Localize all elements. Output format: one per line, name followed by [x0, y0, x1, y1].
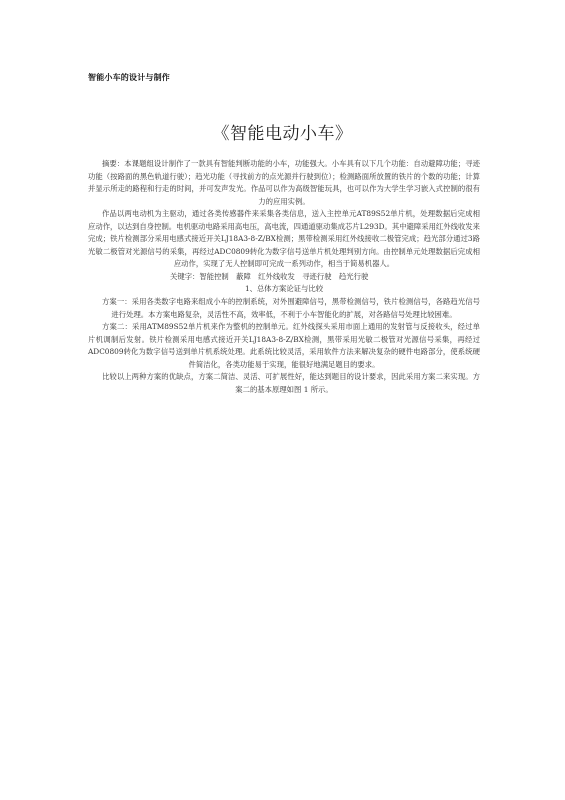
keywords-line: 关键字：智能控制 蔽障 红外线收发 寻迹行驶 趋光行驶 — [170, 271, 369, 281]
drive-paragraph: 作品以两电动机为主驱动，通过各类传感器件来采集各类信息，送入主控单元AT89S52单片机，处理数据后完成相应动作，以达到自身控制。电机驱动电路采用高电压，高电流，四通道驱动集成芯片L293D。其中避障采用红外线收发来完成；铁片检测部分采用电感式接近开关LJ18A3-8-Z/BX检测；黑带检测采用红外线接收二极管完成；趋光部分通过3路光敏二极管对光源信号的采集，再经过ADC0809转化为数字信号送单片机处理判别方向。由控制单元处理数据后完成相应动作，实现了无人控制即可完成一系列动作，相当于简易机器人。 — [88, 209, 480, 269]
abstract-paragraph: 摘要：本课题组设计制作了一款具有智能判断功能的小车，功能强大。小车具有以下几个功能：自动避障功能；寻迹功能（按路面的黑色轨道行驶）；趋光功能（寻找前方的点光源并行驶到位）；检测路面所放置的铁片的个数的功能；计算并显示所走的路程和行走的时间，并可发声发光。作品可以作为高级智能玩具，也可以作为大学生学习嵌入式控制的很有力的应用实例。 — [88, 159, 480, 206]
section-heading: 1、总体方案论证与比较 — [244, 284, 324, 294]
scheme-one-paragraph: 方案一：采用各类数字电路来组成小车的控制系统，对外围避障信号，黑带检测信号，铁片检测信号，各路趋光信号进行处理。本方案电路复杂，灵活性不高，效率低，不利于小车智能化的扩展，对各路信号处理比较困难。 — [102, 297, 480, 319]
header-label: 智能小车的设计与制作 — [88, 73, 170, 82]
document-body — [88, 158, 480, 396]
document-title: 《智能电动小车》 — [212, 124, 353, 144]
scheme-two-paragraph: 方案二：采用ATM89S52单片机来作为整机的控制单元。红外线探头采用市面上通用的发射管与反接收头，经过单片机调制后发射。铁片检测采用电感式接近开关LJ18A3-8-Z/BX检测，黑带采用光敏二极管对光源信号采集，再经过ADC0809转化为数字信号送到单片机系统处理。此系统比较灵活，采用软件方法来解决复杂的硬件电路部分，使系统硬件简洁化，各类功能易于实现，能很好地满足题目的要求。 — [88, 322, 480, 369]
comparison-paragraph: 比较以上两种方案的优缺点，方案二简洁、灵活、可扩展性好，能达到题目的设计要求，因此采用方案二来实现。方案二的基本原理如图 1 所示。 — [102, 372, 480, 394]
